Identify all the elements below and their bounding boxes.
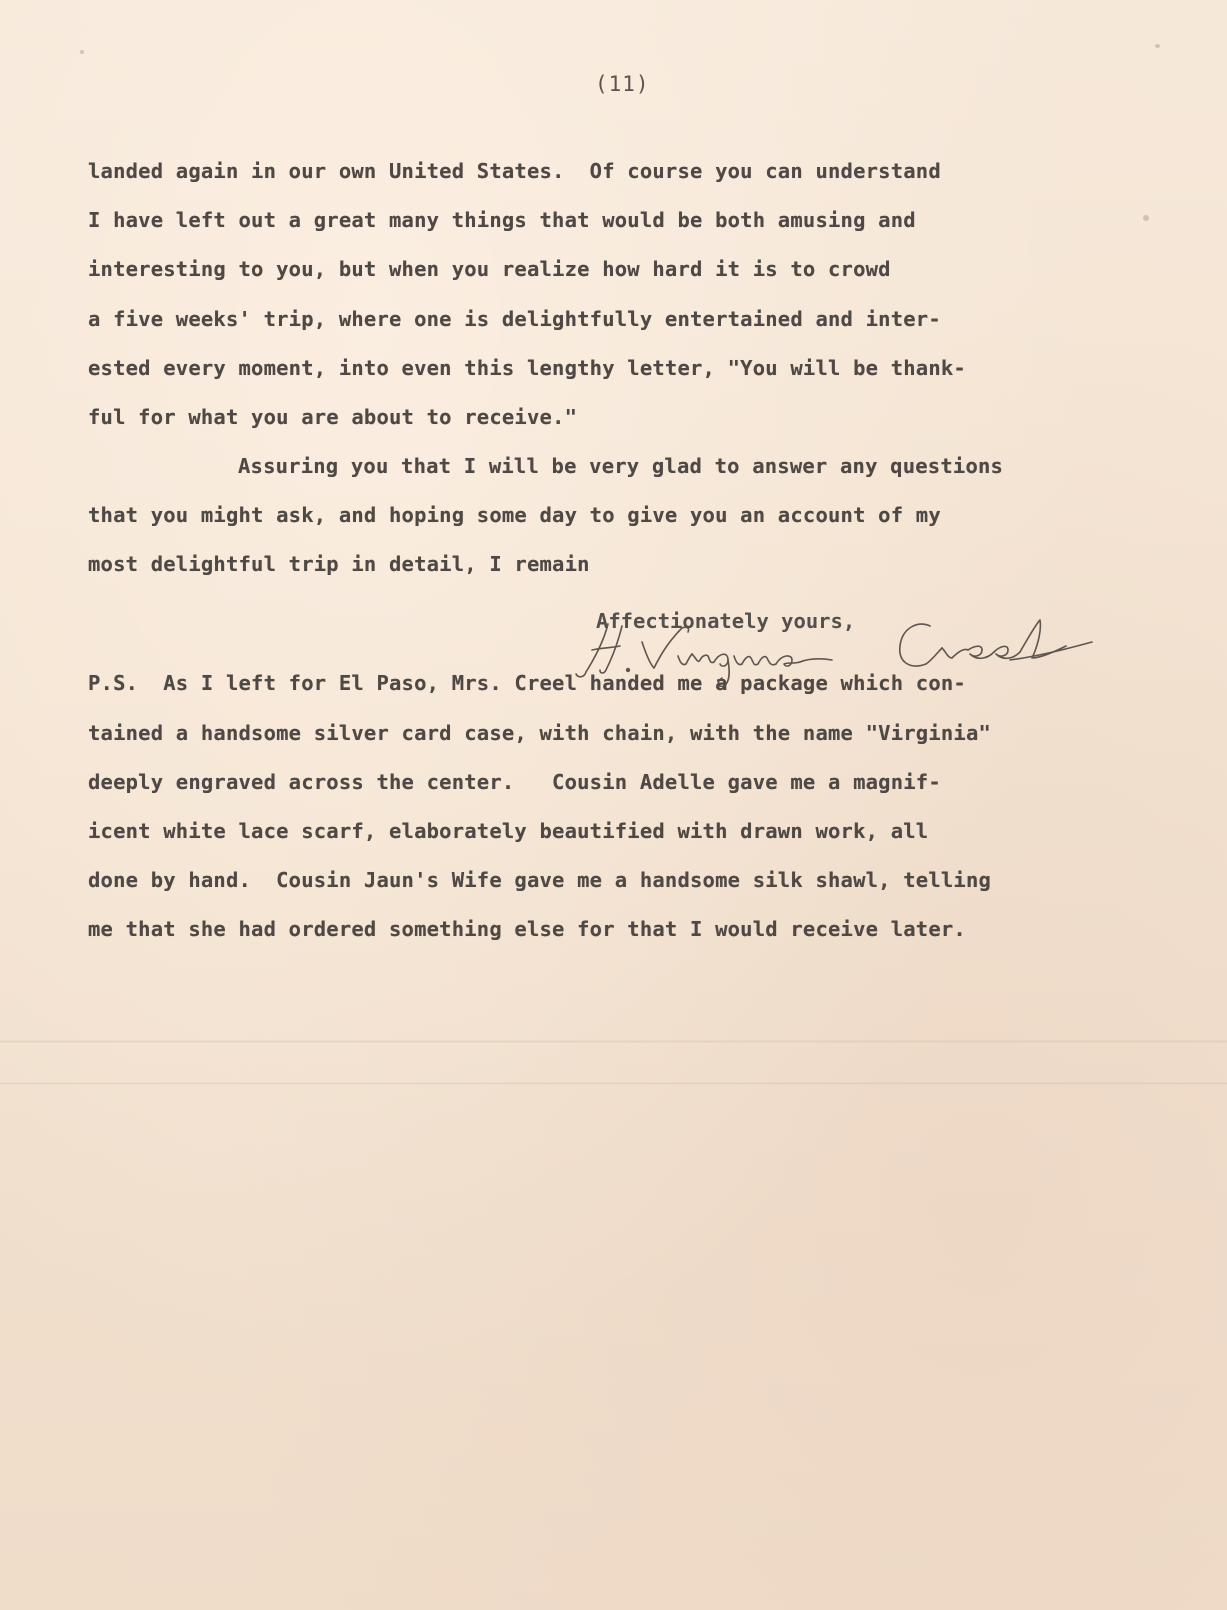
body-line: I have left out a great many things that would be both amusing and [88, 208, 916, 232]
body-line: interesting to you, but when you realize how hard it is to crowd [88, 257, 891, 281]
postscript-line: done by hand. Cousin Jaun's Wife gave me a handsome silk shawl, telling [88, 868, 992, 892]
page-number: (11) [595, 72, 650, 96]
body-line: Assuring you that I will be very glad to answer any questions [238, 454, 1004, 478]
paper-speck [80, 50, 84, 54]
postscript-line: tained a handsome silver card case, with chain, with the name "Virginia" [88, 721, 992, 745]
closing: Affectionately yours, [596, 609, 856, 633]
body-line: ful for what you are about to receive." [88, 405, 578, 429]
paper-fold [0, 1082, 1227, 1085]
body-line: that you might ask, and hoping some day to give you an account of my [88, 503, 941, 527]
body-line: most delightful trip in detail, I remain [88, 552, 590, 576]
paper-fold [0, 1040, 1227, 1043]
postscript-line: icent white lace scarf, elaborately beautified with drawn work, all [88, 819, 929, 843]
paper-speck [1143, 215, 1149, 221]
postscript-line: P.S. As I left for El Paso, Mrs. Creel handed me a package which con- [88, 671, 966, 695]
postscript-line: deeply engraved across the center. Cousin Adelle gave me a magnif- [88, 770, 941, 794]
postscript-line: me that she had ordered something else for that I would receive later. [88, 917, 966, 941]
body-line: landed again in our own United States. Of course you can understand [88, 159, 941, 183]
paper-speck [1155, 44, 1160, 48]
body-line: ested every moment, into even this lengthy letter, "You will be thank- [88, 356, 966, 380]
body-line: a five weeks' trip, where one is delightfully entertained and inter- [88, 307, 941, 331]
